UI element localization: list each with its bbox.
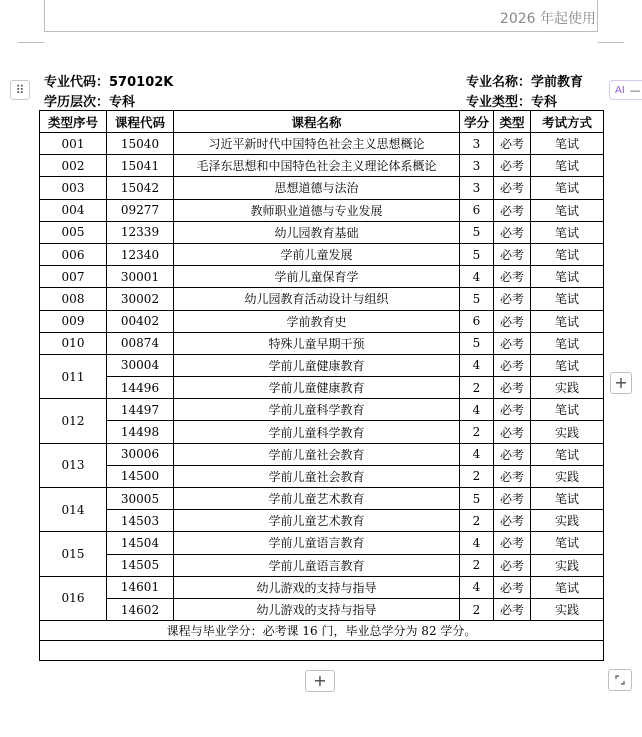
cell-credit: 4 — [460, 532, 494, 554]
cell-type: 必考 — [494, 288, 531, 310]
cell-code: 14602 — [107, 598, 174, 620]
course-table[interactable] — [39, 110, 604, 661]
cell-type: 必考 — [494, 243, 531, 265]
major-code — [44, 71, 173, 90]
cell-exam: 实践 — [531, 510, 604, 532]
table-row — [40, 177, 604, 199]
cell-type: 必考 — [494, 598, 531, 620]
cell-type: 必考 — [494, 177, 531, 199]
cell-exam: 笔试 — [531, 199, 604, 221]
cell-credit: 5 — [460, 221, 494, 243]
table-row — [40, 488, 604, 510]
cell-name: 教师职业道德与专业发展 — [174, 199, 460, 221]
cell-code: 15040 — [107, 133, 174, 155]
major-type — [466, 91, 557, 110]
table-row — [40, 443, 604, 465]
header-margin-right — [597, 0, 598, 31]
cell-seq: 001 — [40, 133, 107, 155]
cell-type: 必考 — [494, 510, 531, 532]
header-year-text[interactable]: 2026 年起使用 — [499, 11, 596, 27]
major-code-value: 570102K — [109, 75, 174, 90]
cell-exam: 笔试 — [531, 288, 604, 310]
cell-seq: 002 — [40, 155, 107, 177]
cell-credit: 2 — [460, 421, 494, 443]
table-row — [40, 221, 604, 243]
cell-type: 必考 — [494, 332, 531, 354]
table-row — [40, 155, 604, 177]
cell-code: 14500 — [107, 465, 174, 487]
ai-assist-button[interactable] — [609, 80, 642, 100]
cell-name: 幼儿游戏的支持与指导 — [174, 576, 460, 598]
cell-credit: 6 — [460, 199, 494, 221]
cell-code: 14498 — [107, 421, 174, 443]
cell-exam: 实践 — [531, 465, 604, 487]
table-row — [40, 399, 604, 421]
cell-seq: 011 — [40, 354, 107, 398]
table-row — [40, 354, 604, 376]
table-row — [40, 598, 604, 620]
cell-type: 必考 — [494, 133, 531, 155]
cell-seq: 008 — [40, 288, 107, 310]
table-resize-handle[interactable] — [608, 669, 632, 691]
cell-seq: 015 — [40, 532, 107, 576]
cell-seq: 010 — [40, 332, 107, 354]
cell-type: 必考 — [494, 554, 531, 576]
cell-seq: 012 — [40, 399, 107, 443]
blank-cell[interactable] — [40, 641, 604, 661]
cell-code: 30002 — [107, 288, 174, 310]
cell-code: 14503 — [107, 510, 174, 532]
cell-exam: 笔试 — [531, 310, 604, 332]
table-row — [40, 199, 604, 221]
cell-exam: 笔试 — [531, 532, 604, 554]
cell-exam: 实践 — [531, 377, 604, 399]
crop-mark-left — [18, 42, 44, 43]
cell-credit: 3 — [460, 133, 494, 155]
cell-exam: 实践 — [531, 421, 604, 443]
major-name — [466, 71, 583, 90]
cell-credit: 5 — [460, 243, 494, 265]
cell-seq: 005 — [40, 221, 107, 243]
cell-type: 必考 — [494, 310, 531, 332]
table-row — [40, 288, 604, 310]
cell-seq: 007 — [40, 266, 107, 288]
cell-type: 必考 — [494, 354, 531, 376]
cell-seq: 004 — [40, 199, 107, 221]
cell-seq: 003 — [40, 177, 107, 199]
cell-type: 必考 — [494, 465, 531, 487]
table-row — [40, 510, 604, 532]
cell-credit: 6 — [460, 310, 494, 332]
cell-seq: 016 — [40, 576, 107, 620]
cell-credit: 5 — [460, 288, 494, 310]
major-name-value: 学前教育 — [531, 75, 584, 90]
blank-row — [40, 641, 604, 661]
table-drag-handle-icon[interactable]: ⠿ — [10, 80, 30, 100]
cell-type: 必考 — [494, 199, 531, 221]
cell-code: 30004 — [107, 354, 174, 376]
add-row-button[interactable]: + — [305, 670, 335, 692]
cell-credit: 2 — [460, 554, 494, 576]
cell-exam: 笔试 — [531, 399, 604, 421]
cell-code: 12340 — [107, 243, 174, 265]
header-code: 课程代码 — [107, 111, 174, 133]
add-column-button[interactable]: + — [610, 372, 632, 394]
cell-credit: 4 — [460, 354, 494, 376]
table-row — [40, 377, 604, 399]
cell-code: 30006 — [107, 443, 174, 465]
cell-name: 学前儿童社会教育 — [174, 465, 460, 487]
cell-credit: 2 — [460, 598, 494, 620]
cell-credit: 3 — [460, 155, 494, 177]
education-level — [44, 91, 135, 110]
cell-type: 必考 — [494, 377, 531, 399]
cell-code: 30001 — [107, 266, 174, 288]
table-row — [40, 332, 604, 354]
cell-name: 学前儿童科学教育 — [174, 399, 460, 421]
resize-corner-icon — [615, 675, 625, 685]
cell-exam: 笔试 — [531, 488, 604, 510]
cell-type: 必考 — [494, 421, 531, 443]
cell-code: 14504 — [107, 532, 174, 554]
cell-code: 15042 — [107, 177, 174, 199]
cell-exam: 笔试 — [531, 177, 604, 199]
cell-name: 学前儿童语言教育 — [174, 532, 460, 554]
cell-name: 学前儿童健康教育 — [174, 377, 460, 399]
cell-credit: 5 — [460, 332, 494, 354]
cell-exam: 笔试 — [531, 155, 604, 177]
cell-name: 学前儿童艺术教育 — [174, 488, 460, 510]
cell-name: 思想道德与法治 — [174, 177, 460, 199]
cell-credit: 2 — [460, 465, 494, 487]
cell-exam: 笔试 — [531, 332, 604, 354]
major-type-label: 专业类型： — [466, 95, 532, 110]
cell-code: 30005 — [107, 488, 174, 510]
cell-code: 15041 — [107, 155, 174, 177]
summary-text: 课程与毕业学分：必考课 16 门，毕业总学分为 82 学分。 — [40, 621, 604, 641]
cell-type: 必考 — [494, 576, 531, 598]
header-type: 类型 — [494, 111, 531, 133]
table-row — [40, 465, 604, 487]
table-row — [40, 310, 604, 332]
cell-type: 必考 — [494, 221, 531, 243]
header-seq: 类型序号 — [40, 111, 107, 133]
cell-exam: 笔试 — [531, 133, 604, 155]
cell-exam: 实践 — [531, 598, 604, 620]
cell-code: 14496 — [107, 377, 174, 399]
cell-name: 学前儿童科学教育 — [174, 421, 460, 443]
major-code-label: 专业代码： — [44, 75, 110, 90]
education-level-value: 专科 — [109, 95, 136, 110]
table-header-row — [40, 111, 604, 133]
crop-mark-right — [598, 42, 624, 43]
cell-name: 特殊儿童早期干预 — [174, 332, 460, 354]
cell-seq: 014 — [40, 488, 107, 532]
cell-credit: 4 — [460, 576, 494, 598]
cell-credit: 4 — [460, 443, 494, 465]
table-row — [40, 421, 604, 443]
cell-type: 必考 — [494, 266, 531, 288]
cell-name: 学前儿童艺术教育 — [174, 510, 460, 532]
cell-name: 习近平新时代中国特色社会主义思想概论 — [174, 133, 460, 155]
header-rule — [44, 31, 598, 32]
cell-name: 学前儿童语言教育 — [174, 554, 460, 576]
cell-code: 14497 — [107, 399, 174, 421]
cell-exam: 笔试 — [531, 243, 604, 265]
header-credit: 学分 — [460, 111, 494, 133]
cell-name: 幼儿园教育基础 — [174, 221, 460, 243]
cell-code: 00402 — [107, 310, 174, 332]
cell-seq: 013 — [40, 443, 107, 487]
cell-type: 必考 — [494, 532, 531, 554]
cell-exam: 笔试 — [531, 354, 604, 376]
cell-type: 必考 — [494, 443, 531, 465]
ai-label: AI — [615, 84, 625, 96]
cell-credit: 4 — [460, 266, 494, 288]
cell-code: 14505 — [107, 554, 174, 576]
cell-exam: 实践 — [531, 554, 604, 576]
cell-type: 必考 — [494, 488, 531, 510]
ai-dash-icon: — — [629, 83, 641, 97]
cell-code: 00874 — [107, 332, 174, 354]
cell-exam: 笔试 — [531, 443, 604, 465]
cell-credit: 3 — [460, 177, 494, 199]
cell-type: 必考 — [494, 399, 531, 421]
table-row — [40, 266, 604, 288]
cell-code: 09277 — [107, 199, 174, 221]
cell-exam: 笔试 — [531, 221, 604, 243]
cell-credit: 2 — [460, 510, 494, 532]
cell-seq: 009 — [40, 310, 107, 332]
header-exam: 考试方式 — [531, 111, 604, 133]
cell-name: 学前儿童健康教育 — [174, 354, 460, 376]
cell-exam: 笔试 — [531, 266, 604, 288]
cell-type: 必考 — [494, 155, 531, 177]
cell-name: 学前儿童社会教育 — [174, 443, 460, 465]
cell-name: 学前儿童发展 — [174, 243, 460, 265]
cell-code: 14601 — [107, 576, 174, 598]
header-margin-left — [44, 0, 45, 31]
cell-name: 幼儿园教育活动设计与组织 — [174, 288, 460, 310]
table-row — [40, 243, 604, 265]
summary-row — [40, 621, 604, 641]
cell-credit: 4 — [460, 399, 494, 421]
cell-credit: 5 — [460, 488, 494, 510]
table-row — [40, 554, 604, 576]
cell-name: 毛泽东思想和中国特色社会主义理论体系概论 — [174, 155, 460, 177]
major-name-label: 专业名称： — [466, 75, 532, 90]
major-type-value: 专科 — [531, 95, 558, 110]
cell-code: 12339 — [107, 221, 174, 243]
cell-name: 学前儿童保育学 — [174, 266, 460, 288]
header-name: 课程名称 — [174, 111, 460, 133]
education-level-label: 学历层次： — [44, 95, 110, 110]
table-row — [40, 532, 604, 554]
cell-credit: 2 — [460, 377, 494, 399]
table-row — [40, 133, 604, 155]
cell-exam: 笔试 — [531, 576, 604, 598]
cell-seq: 006 — [40, 243, 107, 265]
cell-name: 幼儿游戏的支持与指导 — [174, 598, 460, 620]
cell-name: 学前教育史 — [174, 310, 460, 332]
table-row — [40, 576, 604, 598]
